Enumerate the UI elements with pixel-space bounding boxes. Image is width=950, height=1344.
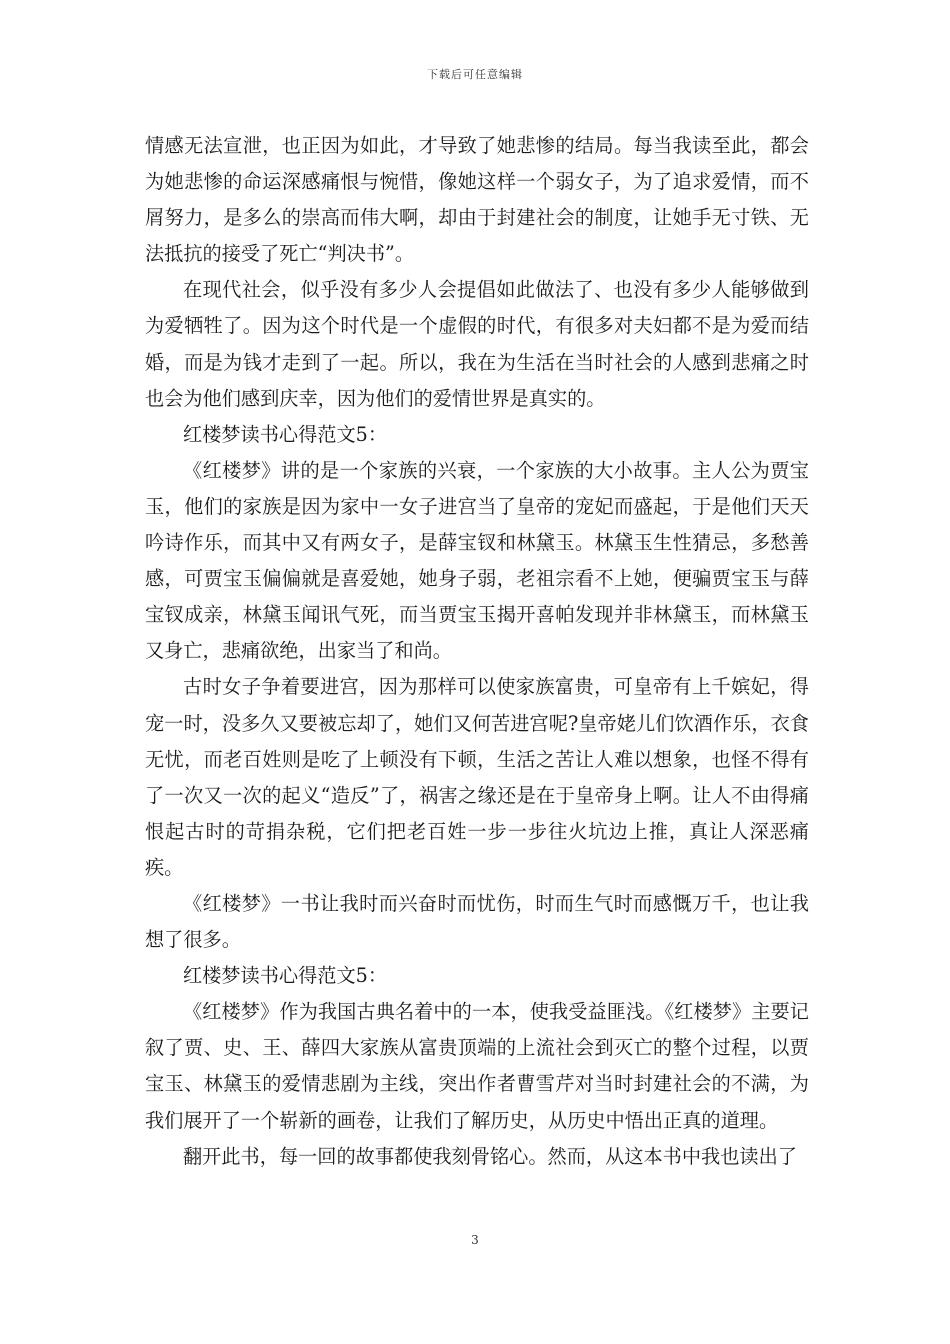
page-header: 下载后可任意编辑 xyxy=(427,68,523,81)
paragraph: 《红楼梦》作为我国古典名着中的一本，使我受益匪浅。《红楼梦》主要记叙了贾、史、王、薛四大家族从富贵顶端的上流社会到灭亡的整个过程，以贾宝玉、林黛玉的爱情悲剧为主线，突出作者曹雪芹对当时封建社会的不满，为我们展开了一个崭新的画卷，让我们了解历史，从历史中悟出正真的道理。 xyxy=(145,1000,809,1132)
paragraph: 情感无法宣泄，也正因为如此，才导致了她悲惨的结局。每当我读至此，都会为她悲惨的命运深感痛恨与惋惜，像她这样一个弱女子，为了追求爱情，而不屑努力，是多么的崇高而伟大啊，却由于封建社会的制度，让她手无寸铁、无法抵抗的接受了死亡“判决书”。 xyxy=(145,134,809,266)
document-body xyxy=(145,128,809,1175)
paragraph: 《红楼梦》讲的是一个家族的兴衰，一个家族的大小故事。主人公为贾宝玉，他们的家族是因为家中一女子进宫当了皇帝的宠妃而盛起，于是他们天天吟诗作乐，而其中又有两女子，是薛宝钗和林黛玉。林黛玉生性猜忌，多愁善感，可贾宝玉偏偏就是喜爱她，她身子弱，老祖宗看不上她，便骗贾宝玉与薛宝钗成亲，林黛玉闻讯气死，而当贾宝玉揭开喜帕发现并非林黛玉，而林黛玉又身亡，悲痛欲绝，出家当了和尚。 xyxy=(145,458,809,663)
page-number: 3 xyxy=(471,1233,479,1247)
section-heading: 红楼梦读书心得范文5： xyxy=(183,964,388,988)
paragraph: 在现代社会，似乎没有多少人会提倡如此做法了、也没有多少人能够做到为爱牺牲了。因为这个时代是一个虚假的时代，有很多对夫妇都不是为爱而结婚，而是为钱才走到了一起。所以，我在为生活在当时社会的人感到悲痛之时也会为他们感到庆幸，因为他们的爱情世界是真实的。 xyxy=(145,278,809,410)
paragraph: 翻开此书，每一回的故事都使我刻骨铭心。然而，从这本书中我也读出了 xyxy=(183,1144,797,1168)
paragraph: 《红楼梦》一书让我时而兴奋时而忧伤，时而生气时而感慨万千，也让我想了很多。 xyxy=(145,891,809,952)
paragraph: 古时女子争着要进宫，因为那样可以使家族富贵，可皇帝有上千嫔妃，得宠一时，没多久又要被忘却了，她们又何苦进宫呢?皇帝姥儿们饮酒作乐，衣食无忧，而老百姓则是吃了上顿没有下顿，生活之苦让人难以想象，也怪不得有了一次又一次的起义“造反”了，祸害之缘还是在于皇帝身上啊。让人不由得痛恨起古时的苛捐杂税，它们把老百姓一步一步往火坑边上推，真让人深恶痛疾。 xyxy=(145,675,809,879)
section-heading: 红楼梦读书心得范文5： xyxy=(183,422,388,446)
